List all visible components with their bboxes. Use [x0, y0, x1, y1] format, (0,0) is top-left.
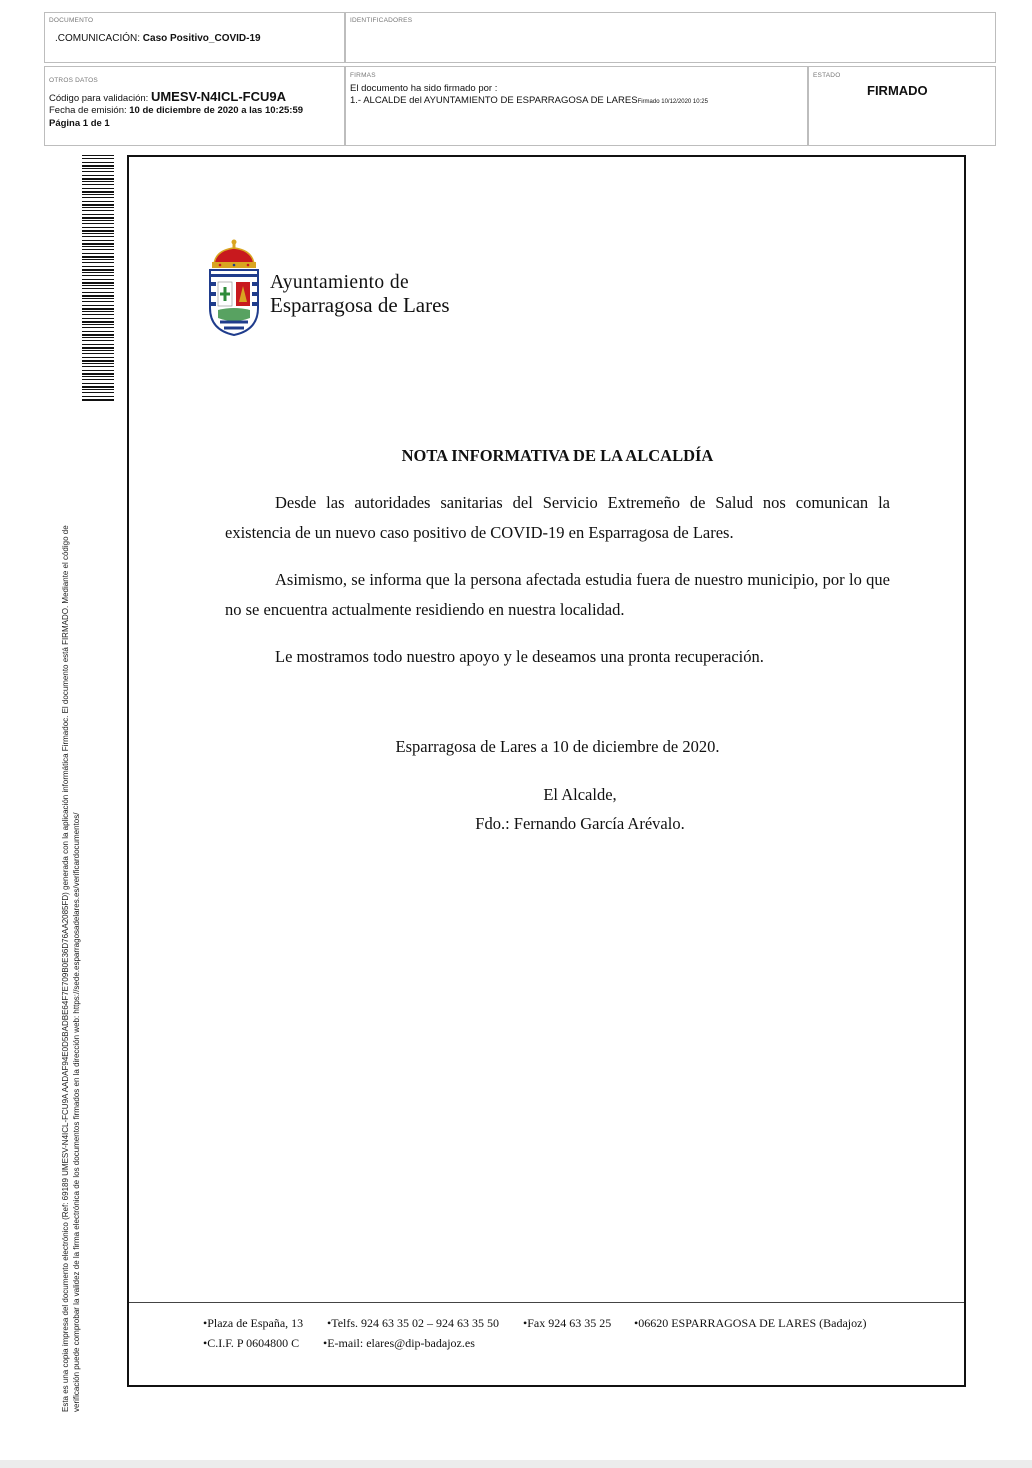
document-prefix: .COMUNICACIÓN:	[55, 33, 140, 44]
letterhead-line1: Ayuntamiento de	[270, 272, 410, 293]
barcode-icon	[82, 155, 114, 403]
footer-divider	[129, 1302, 964, 1303]
firmas-box	[345, 66, 808, 146]
firmas-signer: 1.- ALCALDE del AYUNTAMIENTO DE ESPARRAGOSA DE LARESFirmado 10/12/2020 10:25	[350, 95, 708, 106]
firmas-line1: El documento ha sido firmado por :	[350, 83, 498, 94]
identificadores-box	[345, 12, 996, 63]
identificadores-label: IDENTIFICADORES	[350, 17, 413, 24]
emission-date: Fecha de emisión: 10 de diciembre de 2020 a las 10:25:59	[49, 105, 304, 116]
signer-name: Fdo.: Fernando García Arévalo.	[475, 814, 685, 833]
page-title: NOTA INFORMATIVA DE LA ALCALDÍA	[401, 446, 714, 465]
letter-frame	[127, 155, 966, 1387]
footer-city: •06620 ESPARRAGOSA DE LARES (Badajoz)	[634, 1316, 867, 1330]
otros-datos-label: OTROS DATOS	[49, 77, 98, 84]
document-box	[44, 12, 345, 63]
document-subject: Caso Positivo_COVID-19	[142, 33, 261, 44]
footer-email: •E-mail: elares@dip-badajoz.es	[323, 1336, 475, 1350]
page-bottom-edge	[0, 1460, 1032, 1468]
footer-fax: •Fax 924 63 35 25	[523, 1316, 612, 1330]
side-verification-text	[60, 442, 82, 1412]
estado-value: FIRMADO	[867, 83, 928, 98]
otros-datos-box	[44, 66, 345, 146]
firmas-label: FIRMAS	[350, 72, 376, 79]
place-date: Esparragosa de Lares a 10 de diciembre de 2020.	[395, 737, 720, 756]
signer-role: El Alcalde,	[543, 785, 617, 804]
paragraph-2: Asimismo, se informa que la persona afectada estudia fuera de nuestro municipio, por lo que no se encuentra actualmente residiendo en nuestra localidad.	[225, 570, 890, 619]
estado-label: ESTADO	[813, 72, 841, 79]
validation-code-value: UMESV-N4ICL-FCU9A	[150, 89, 287, 104]
paragraph-3: Le mostramos todo nuestro apoyo y le deseamos una pronta recuperación.	[275, 647, 764, 666]
estado-box	[808, 66, 996, 146]
coat-of-arms-icon	[206, 238, 262, 338]
page-number: Página 1 de 1	[49, 118, 110, 129]
footer-phones: •Telfs. 924 63 35 02 – 924 63 35 50	[327, 1316, 500, 1330]
validation-code: Código para validación: UMESV-N4ICL-FCU9A	[49, 89, 287, 104]
firmas-stamp: Firmado 10/12/2020 10:25	[637, 99, 708, 105]
paragraph-1: Desde las autoridades sanitarias del Servicio Extremeño de Salud nos comunican la existencia de un nuevo caso positivo de COVID-19 en Esparragosa de Lares.	[225, 493, 890, 542]
document-title	[55, 33, 261, 44]
footer-cif: •C.I.F. P 0604800 C	[203, 1336, 300, 1350]
letterhead-line2: Esparragosa de Lares	[270, 293, 450, 317]
footer-address: •Plaza de España, 13	[203, 1316, 304, 1330]
side-text-line1: Esta es una copia impresa del documento electrónico (Ref: 69189 UMESV-N4ICL-FCU9A AADAF94E0D5BADBE64F7E709B0E36D76AA2085FD) generada con la aplicación informática Firmadoc. El documento está FIRMADO. Mediante el código de	[61, 525, 70, 1412]
documento-label: DOCUMENTO	[49, 17, 94, 24]
side-text-line2: verificación puede comprobar la validez de la firma electrónica de los documentos firmados en la dirección web: https://sede.esparragosadelares.es/verificardocumentos/	[72, 812, 81, 1412]
